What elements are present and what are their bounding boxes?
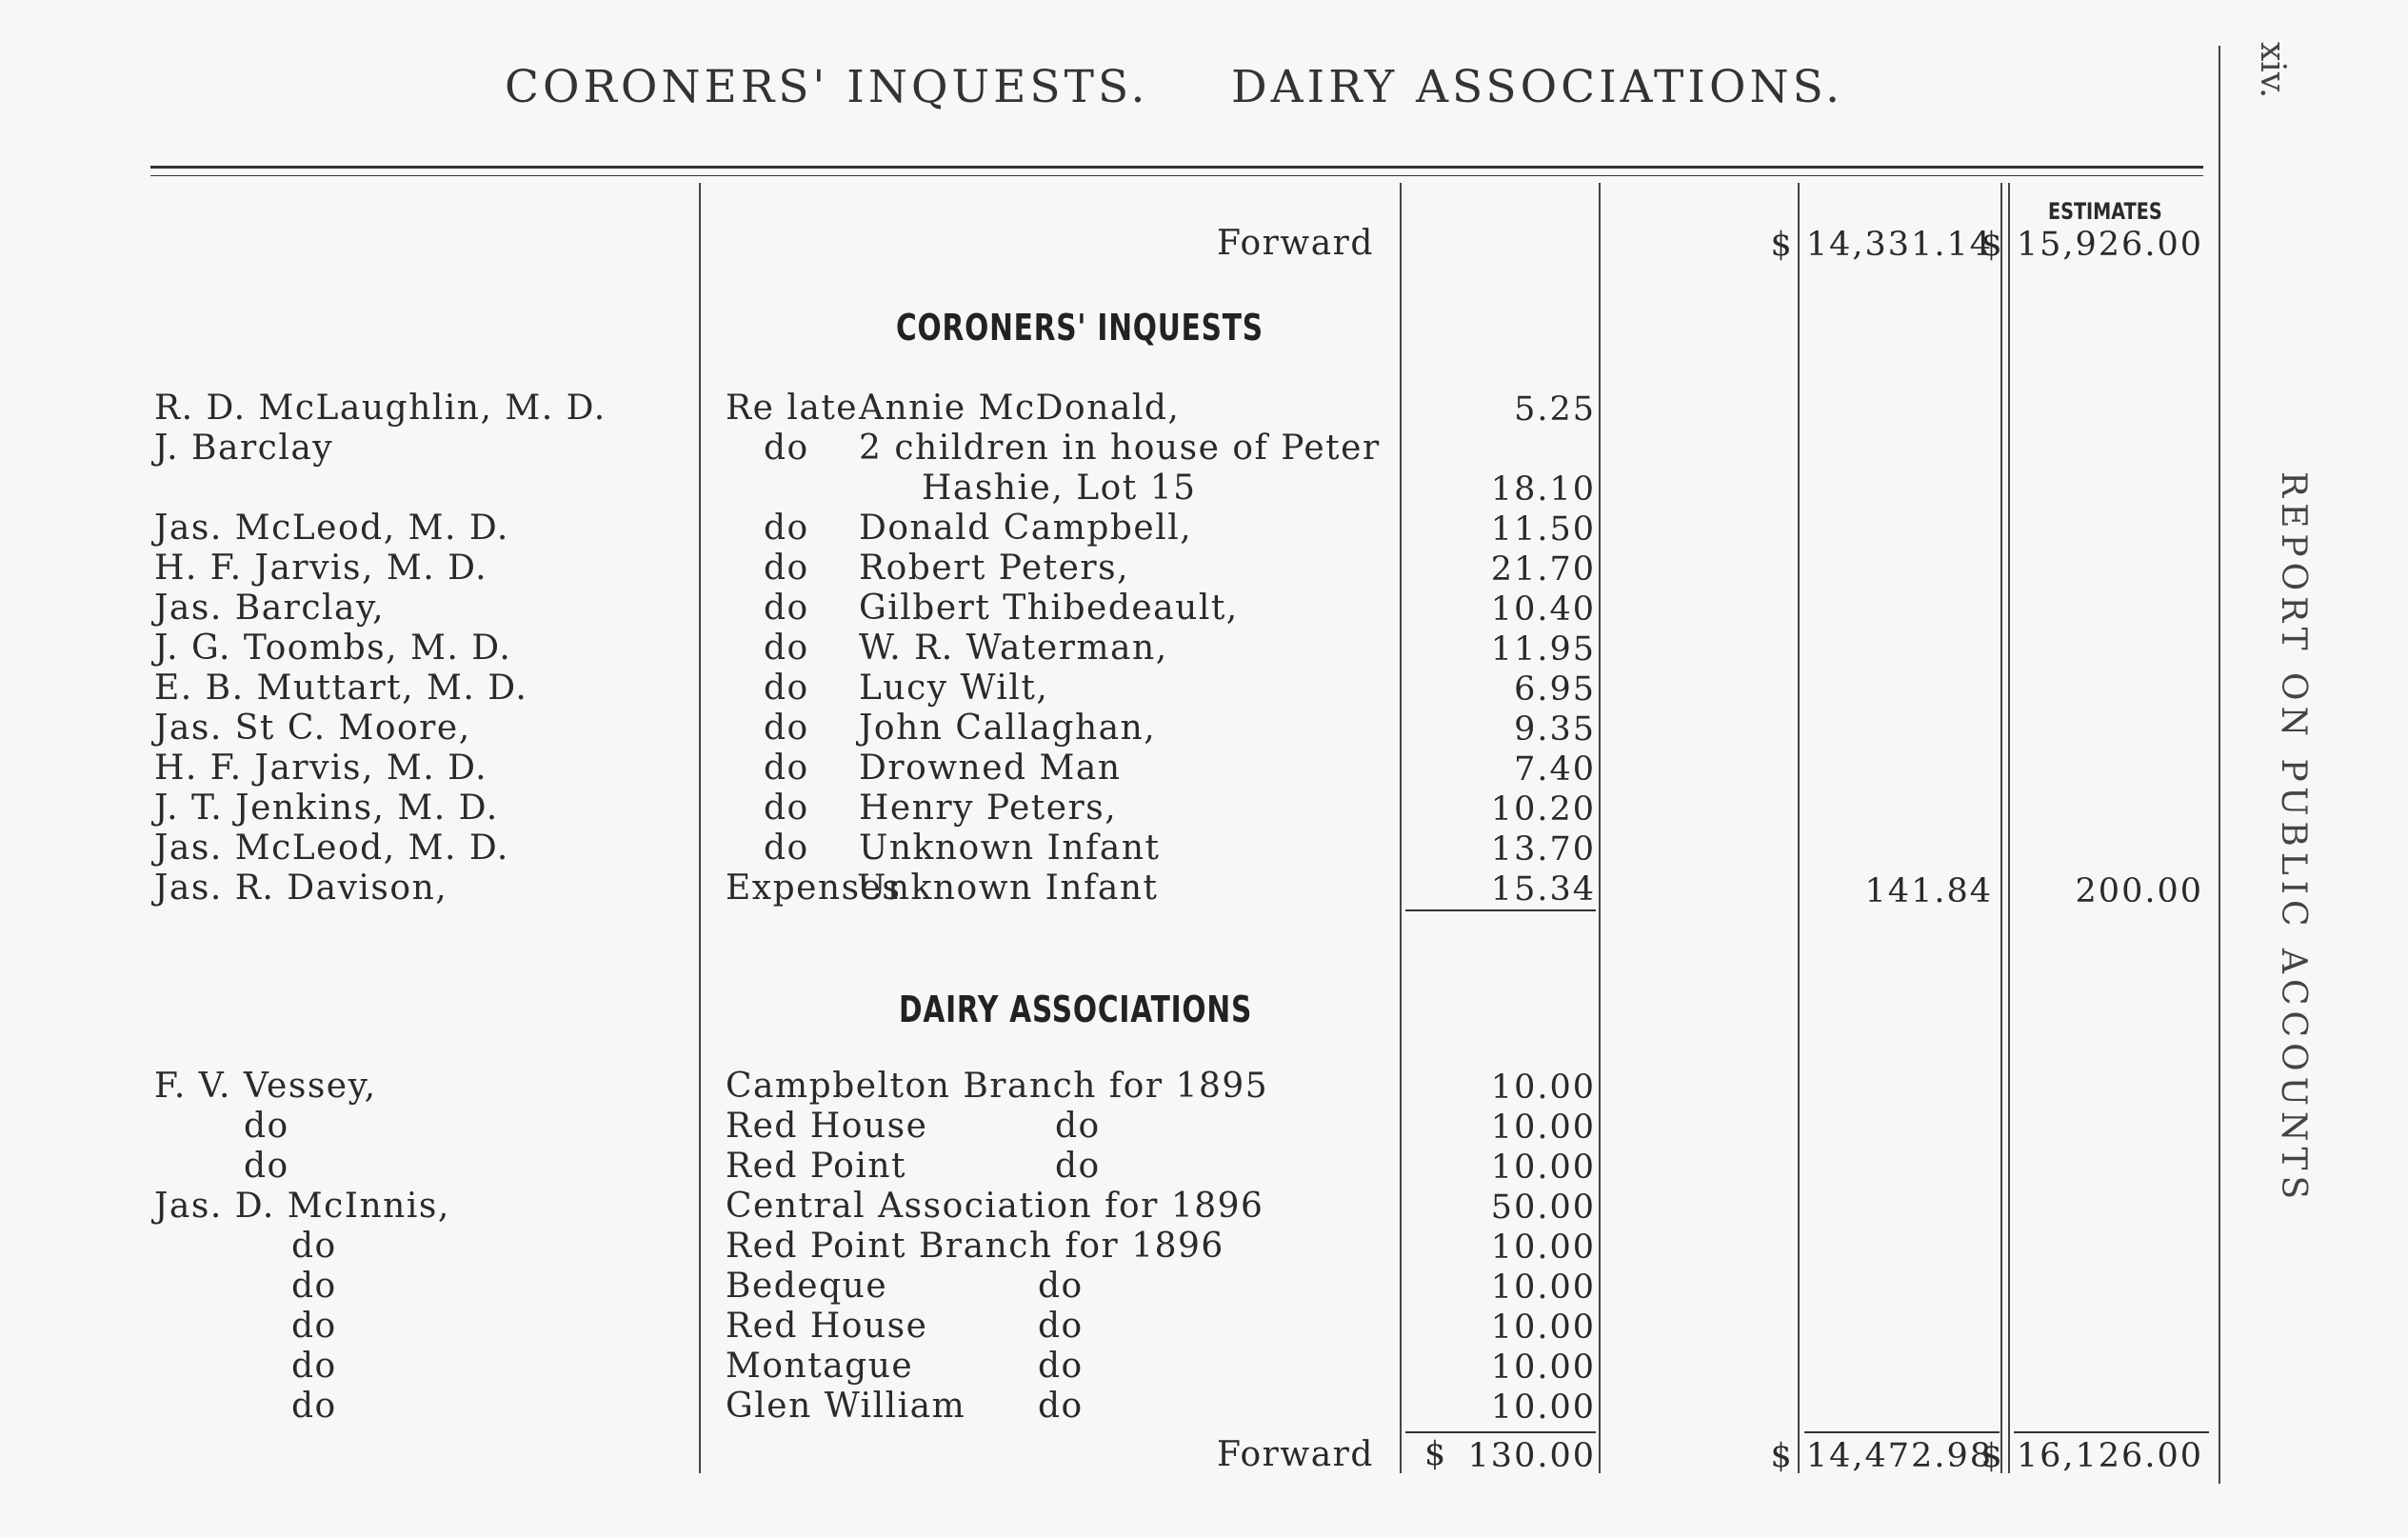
estimate-sum-rule — [2014, 1431, 2209, 1433]
dairy-detail: Red House — [726, 1107, 928, 1146]
total-sum-rule — [1804, 1431, 2000, 1433]
coroner-detail: Donald Campbell, — [859, 509, 1193, 548]
coroner-amount: 18.10 — [1490, 470, 1596, 509]
forward-subtotal-sign: $ — [1424, 1435, 1448, 1473]
dairy-detail: Montague — [726, 1347, 914, 1386]
forward-estimate-top: $ 15,926.00 — [1980, 226, 2203, 264]
dairy-ditto: do — [1038, 1347, 1084, 1386]
coroner-prefix: do — [764, 549, 809, 588]
coroners-sum-rule — [1405, 909, 1596, 911]
dairy-detail: Bedeque — [726, 1267, 888, 1306]
dairy-sum-rule — [1405, 1431, 1596, 1433]
dairy-amount: 10.00 — [1490, 1149, 1596, 1187]
dairy-detail: Central Association for 1896 — [726, 1187, 1264, 1226]
dairy-ditto: do — [1038, 1387, 1084, 1426]
coroner-detail: Unknown Infant — [857, 869, 1159, 908]
coroner-amount: 13.70 — [1490, 830, 1596, 869]
coroner-prefix: do — [764, 829, 809, 868]
forward-total-top: $ 14,331.14 — [1770, 226, 1993, 264]
coroner-amount: 5.25 — [1514, 390, 1596, 429]
coroner-detail-continued: Hashie, Lot 15 — [922, 469, 1197, 508]
coroner-detail: Drowned Man — [859, 749, 1122, 788]
coroner-payee: Jas. St C. Moore, — [154, 709, 471, 748]
section-heading-dairy: DAIRY ASSOCIATIONS — [899, 989, 1253, 1030]
page-number: xiv. — [2253, 42, 2292, 99]
coroner-prefix: do — [764, 789, 809, 828]
coroner-payee: Jas. Barclay, — [154, 589, 386, 628]
coroner-amount: 21.70 — [1490, 550, 1596, 589]
coroner-detail: Robert Peters, — [859, 549, 1130, 588]
coroner-amount: 9.35 — [1514, 710, 1596, 749]
column-line-detail — [699, 183, 701, 1473]
dairy-payee: do — [244, 1107, 289, 1146]
dairy-detail: Red Point — [726, 1147, 907, 1186]
coroner-payee: Jas. McLeod, M. D. — [154, 829, 509, 868]
dairy-detail: Red Point Branch for 1896 — [726, 1227, 1224, 1266]
coroner-amount: 6.95 — [1514, 670, 1596, 709]
dairy-payee: do — [244, 1147, 289, 1186]
coroner-prefix: do — [764, 749, 809, 788]
dairy-payee: do — [291, 1227, 337, 1266]
coroner-payee: Jas. R. Davison, — [154, 869, 448, 908]
coroner-detail: Lucy Wilt, — [859, 669, 1049, 708]
header-rule-thick — [150, 166, 2203, 169]
dairy-payee: Jas. D. McInnis, — [154, 1187, 450, 1226]
coroner-payee: J. Barclay — [154, 429, 334, 468]
dairy-payee: F. V. Vessey, — [154, 1067, 377, 1106]
dairy-ditto: do — [1055, 1107, 1101, 1146]
dairy-detail: Red House — [726, 1307, 928, 1346]
dairy-amount: 50.00 — [1490, 1188, 1596, 1227]
coroner-detail: W. R. Waterman, — [859, 629, 1168, 668]
forward-label-top: Forward — [1217, 224, 1374, 263]
coroner-prefix: Expenses — [726, 869, 902, 908]
forward-subtotal: 130.00 — [1467, 1437, 1596, 1475]
column-line-amount-right — [1599, 183, 1601, 1473]
coroner-prefix: do — [764, 629, 809, 668]
page-margin-rule — [2219, 46, 2220, 1484]
column-line-amount-left — [1400, 183, 1402, 1473]
coroner-detail: Gilbert Thibedeault, — [859, 589, 1239, 628]
estimates-header: ESTIMATES — [2048, 198, 2162, 225]
dairy-payee: do — [291, 1387, 337, 1426]
coroner-amount: 11.50 — [1490, 510, 1596, 549]
coroner-payee: E. B. Muttart, M. D. — [154, 669, 528, 708]
coroner-amount: 7.40 — [1514, 750, 1596, 789]
header-rule-thin — [150, 175, 2203, 176]
column-line-estimate-left — [2008, 183, 2010, 1473]
dairy-amount: 10.00 — [1490, 1348, 1596, 1387]
coroner-detail: Unknown Infant — [859, 829, 1161, 868]
coroner-prefix: Re late — [726, 389, 859, 428]
coroner-amount: 10.20 — [1490, 790, 1596, 829]
coroner-payee: H. F. Jarvis, M. D. — [154, 549, 488, 588]
coroner-prefix: do — [764, 709, 809, 748]
coroner-payee: J. G. Toombs, M. D. — [154, 629, 512, 668]
coroners-estimate: 200.00 — [2075, 872, 2203, 910]
dairy-amount: 10.00 — [1490, 1069, 1596, 1107]
coroner-detail: Annie McDonald, — [859, 389, 1181, 428]
coroner-detail: John Callaghan, — [859, 709, 1157, 748]
header-title-coroners: CORONERS' INQUESTS. — [505, 61, 1149, 113]
coroner-prefix: do — [764, 429, 809, 468]
dairy-detail: Glen William — [726, 1387, 966, 1426]
forward-total-bottom: $ 14,472.98 — [1770, 1437, 1993, 1475]
dairy-payee: do — [291, 1347, 337, 1386]
dairy-ditto: do — [1055, 1147, 1101, 1186]
header-title-dairy: DAIRY ASSOCIATIONS. — [1231, 61, 1844, 113]
coroner-amount: 11.95 — [1490, 630, 1596, 669]
coroner-detail: 2 children in house of Peter — [859, 429, 1381, 468]
coroner-amount: 10.40 — [1490, 590, 1596, 629]
coroner-prefix: do — [764, 669, 809, 708]
dairy-payee: do — [291, 1307, 337, 1346]
column-line-total-left — [1798, 183, 1800, 1473]
dairy-amount: 10.00 — [1490, 1268, 1596, 1307]
dairy-amount: 10.00 — [1490, 1109, 1596, 1147]
coroner-payee: Jas. McLeod, M. D. — [154, 509, 509, 548]
dairy-amount: 10.00 — [1490, 1388, 1596, 1427]
coroners-total: 141.84 — [1864, 872, 1993, 910]
coroner-amount: 15.34 — [1490, 870, 1596, 909]
side-title: REPORT ON PUBLIC ACCOUNTS — [2274, 471, 2313, 1206]
coroner-prefix: do — [764, 589, 809, 628]
dairy-ditto: do — [1038, 1307, 1084, 1346]
coroner-payee: H. F. Jarvis, M. D. — [154, 749, 488, 788]
dairy-ditto: do — [1038, 1267, 1084, 1306]
dairy-payee: do — [291, 1267, 337, 1306]
dairy-amount: 10.00 — [1490, 1308, 1596, 1347]
dairy-detail: Campbelton Branch for 1895 — [726, 1067, 1269, 1106]
coroner-prefix: do — [764, 509, 809, 548]
column-line-total-right — [2000, 183, 2002, 1473]
coroner-payee: R. D. McLaughlin, M. D. — [154, 389, 607, 428]
coroner-payee: J. T. Jenkins, M. D. — [154, 789, 499, 828]
coroner-detail: Henry Peters, — [859, 789, 1118, 828]
forward-label-bottom: Forward — [1217, 1435, 1374, 1474]
forward-estimate-bottom: $ 16,126.00 — [1980, 1437, 2203, 1475]
dairy-amount: 10.00 — [1490, 1228, 1596, 1267]
section-heading-coroners: CORONERS' INQUESTS — [896, 307, 1264, 349]
